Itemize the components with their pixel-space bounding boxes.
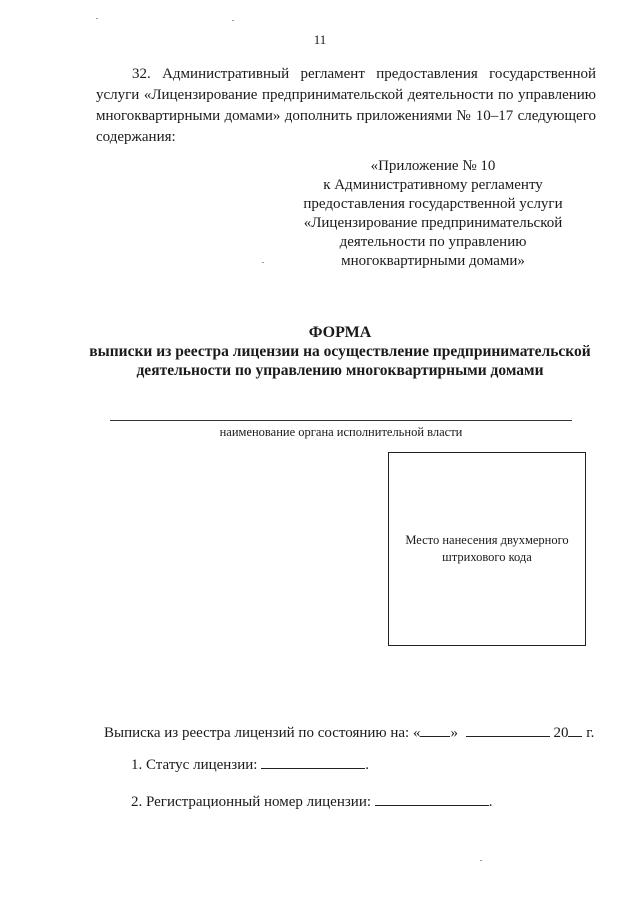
month-blank <box>466 722 550 737</box>
barcode-placeholder-box <box>388 452 586 646</box>
extract-date-row <box>104 722 594 742</box>
registration-number-row <box>131 791 493 811</box>
license-status-row <box>131 754 369 774</box>
extract-date-label: Выписка из реестра лицензий по состоянию на: <box>104 725 410 741</box>
scan-speck <box>480 860 482 861</box>
field-end: . <box>365 757 369 773</box>
amendment-paragraph <box>96 64 596 148</box>
scan-speck <box>262 262 264 263</box>
appendix-line: «Приложение № 10 <box>370 158 496 174</box>
authority-caption: наименование органа исполнительной власти <box>219 425 463 439</box>
scan-speck <box>96 18 98 19</box>
appendix-header <box>288 157 578 271</box>
license-status-blank <box>261 754 365 769</box>
field-end: . <box>488 794 493 810</box>
form-heading: ФОРМА <box>308 324 372 341</box>
registration-number-label: 2. Регистрационный номер лицензии: <box>131 794 372 810</box>
open-quote: « <box>412 725 421 741</box>
appendix-line: к Административному регламенту <box>323 177 543 193</box>
form-subtitle-line2: деятельности по управлению многоквартирными домами <box>136 362 544 379</box>
appendix-line: «Лицензирование предпринимательской <box>303 215 563 231</box>
year-suffix: г. <box>586 725 595 741</box>
appendix-line: многоквартирными домами» <box>341 253 525 269</box>
year-blank <box>568 722 582 737</box>
appendix-line: деятельности по управлению <box>339 234 527 250</box>
registration-number-blank <box>375 791 489 806</box>
close-quote: » <box>450 725 458 741</box>
page-number: 11 <box>313 32 327 47</box>
amendment-text: 32. Административный регламент предоставления государственной услуги «Лицензирование предпринимательской деятельности по управлению многоквартирными домами» дополнить приложениями № 10–17 следующего содержания: <box>96 66 596 145</box>
form-title <box>60 323 620 380</box>
authority-name-line <box>110 420 572 421</box>
day-blank <box>420 722 450 737</box>
year-prefix: 20 <box>553 725 569 741</box>
appendix-line: предоставления государственной услуги <box>303 196 563 212</box>
barcode-placeholder-text: Место нанесения двухмерного штрихового кода <box>405 533 569 564</box>
scan-speck <box>232 20 234 21</box>
license-status-label: 1. Статус лицензии: <box>131 757 258 773</box>
form-subtitle-line1: выписки из реестра лицензии на осуществление предпринимательской <box>89 343 591 360</box>
